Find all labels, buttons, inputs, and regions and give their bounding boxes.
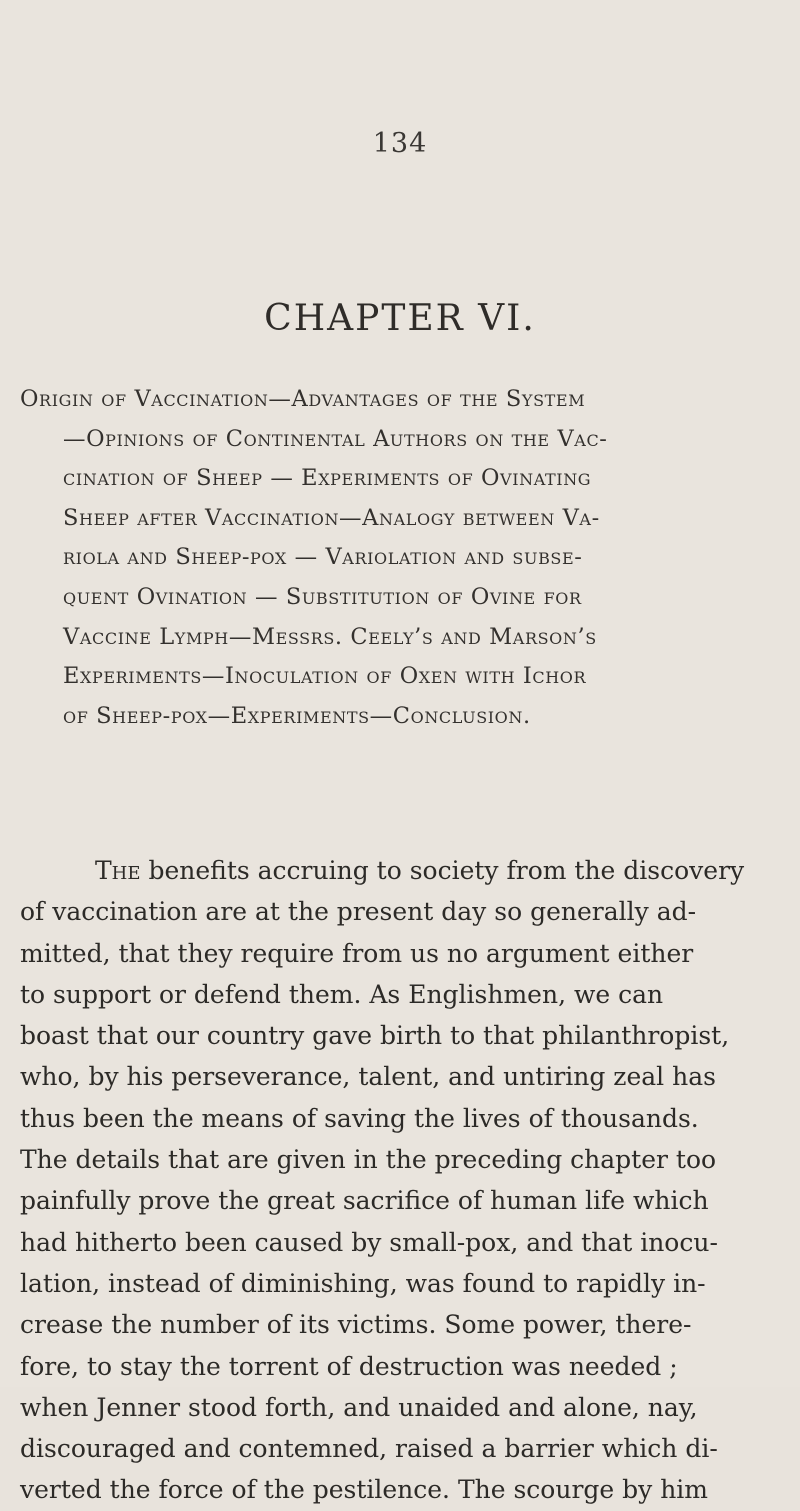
- body-first-word: The: [95, 856, 141, 885]
- synopsis-line: quent Ovination — Substitution of Ovine for: [63, 583, 582, 610]
- synopsis-line: Experiments—Inoculation of Oxen with Ichor: [63, 663, 587, 690]
- synopsis-line: cination of Sheep — Experiments of Ovinating: [63, 465, 592, 492]
- body-line: painfully prove the great sacrifice of human life which: [20, 1186, 709, 1216]
- body-line: mitted, that they require from us no argument either: [20, 938, 694, 968]
- body-line-text: benefits accruing to society from the discovery: [140, 856, 745, 885]
- body-line: crease the number of its victims. Some power, there-: [20, 1310, 692, 1340]
- chapter-title: CHAPTER VI.: [264, 298, 536, 339]
- body-line: fore, to stay the torrent of destruction was needed ;: [20, 1351, 678, 1381]
- body-line: lation, instead of diminishing, was found to rapidly in-: [20, 1268, 706, 1298]
- body-line: who, by his perseverance, talent, and untiring zeal has: [20, 1062, 716, 1092]
- body-line: of vaccination are at the present day so generally ad-: [20, 897, 697, 927]
- body-line: when Jenner stood forth, and unaided and alone, nay,: [20, 1392, 698, 1422]
- synopsis-line: of Sheep-pox—Experiments—Conclusion.: [63, 702, 531, 729]
- body-line: [20, 850, 760, 891]
- synopsis-line: —Opinions of Continental Authors on the Vac-: [63, 425, 608, 452]
- synopsis-line: riola and Sheep-pox — Variolation and subse-: [63, 544, 583, 571]
- synopsis-line: Origin of Vaccination—Advantages of the System: [20, 386, 586, 412]
- body-line: had hitherto been caused by small-pox, and that inocu-: [20, 1227, 718, 1257]
- synopsis-line: Sheep after Vaccination—Analogy between Va-: [63, 504, 600, 531]
- body-paragraph: [20, 850, 760, 1511]
- chapter-synopsis: [20, 380, 760, 736]
- body-line: verted the force of the pestilence. The scourge by him: [20, 1475, 709, 1505]
- body-line: The details that are given in the preceding chapter too: [20, 1145, 717, 1175]
- body-line: discouraged and contemned, raised a barrier which di-: [20, 1434, 718, 1464]
- body-line: thus been the means of saving the lives of thousands.: [20, 1103, 699, 1133]
- body-line: boast that our country gave birth to that philanthropist,: [20, 1021, 730, 1051]
- body-line: to support or defend them. As Englishmen, we can: [20, 979, 664, 1009]
- page-number: 134: [372, 128, 428, 159]
- synopsis-line: Vaccine Lymph—Messrs. Ceely’s and Marson’s: [63, 623, 597, 650]
